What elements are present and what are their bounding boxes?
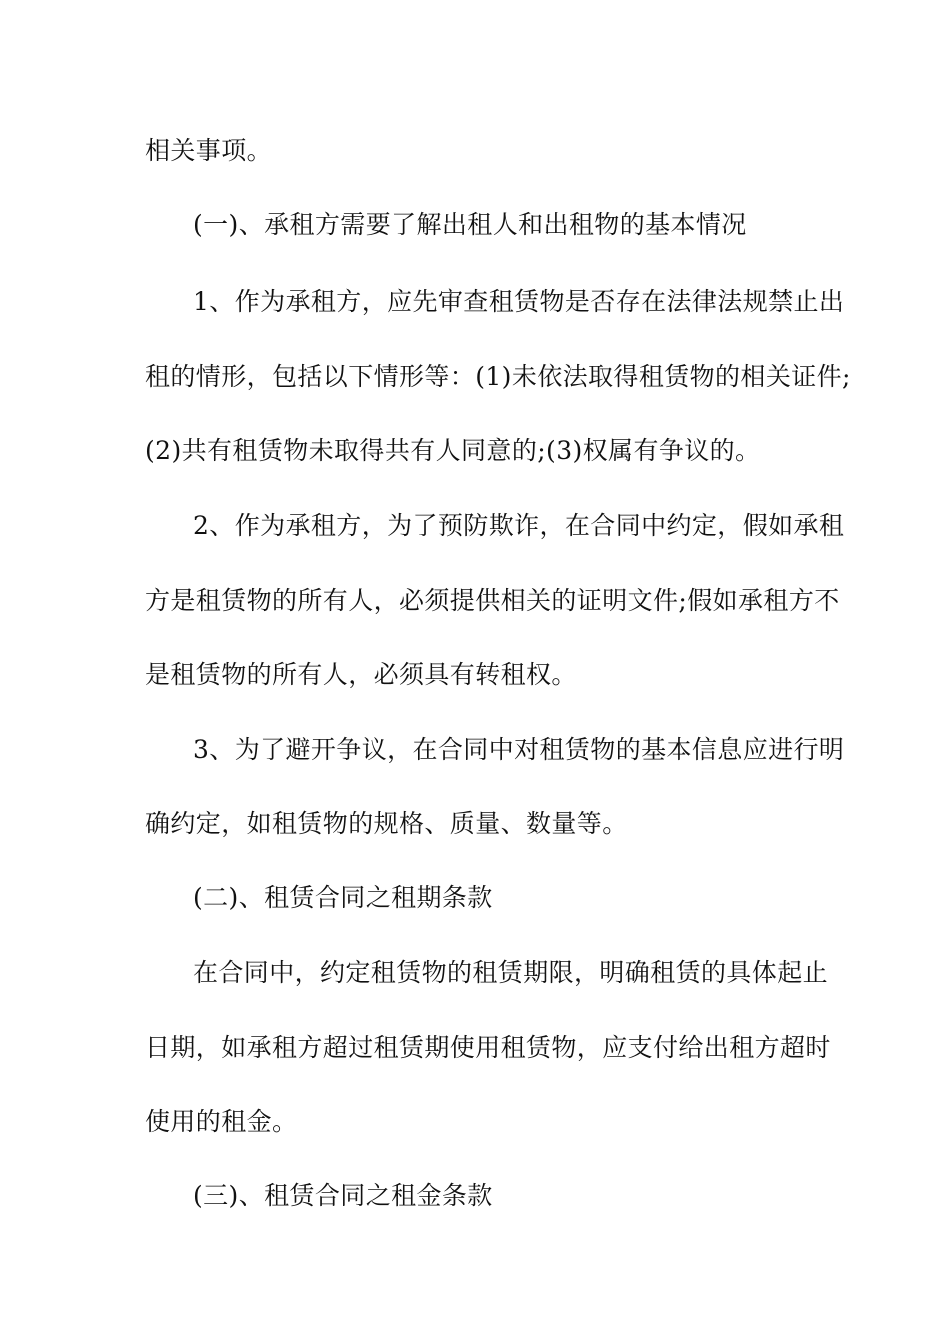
text-line: 是租赁物的所有人，必须具有转租权。 bbox=[145, 660, 577, 689]
text-line: 在合同中，约定租赁物的租赁期限，明确租赁的具体起止 bbox=[193, 958, 829, 987]
text-line: 3、为了避开争议，在合同中对租赁物的基本信息应进行明 bbox=[193, 735, 845, 764]
section-heading: (一)、承租方需要了解出租人和出租物的基本情况 bbox=[193, 210, 747, 239]
text-line: 1、作为承租方，应先审查租赁物是否存在法律法规禁止出 bbox=[193, 287, 845, 316]
text-line: 方是租赁物的所有人，必须提供相关的证明文件;假如承租方不 bbox=[145, 586, 840, 615]
text-line: 使用的租金。 bbox=[145, 1107, 298, 1136]
section-heading: (二)、租赁合同之租期条款 bbox=[193, 883, 493, 912]
section-heading: (三)、租赁合同之租金条款 bbox=[193, 1181, 493, 1210]
text-line: 确约定，如租赁物的规格、质量、数量等。 bbox=[145, 809, 628, 838]
text-line: 租的情形，包括以下情形等：(1)未依法取得租赁物的相关证件; bbox=[145, 362, 851, 391]
text-line: (2)共有租赁物未取得共有人同意的;(3)权属有争议的。 bbox=[145, 436, 761, 465]
text-line: 2、作为承租方，为了预防欺诈，在合同中约定，假如承租 bbox=[193, 511, 845, 540]
text-line: 日期，如承租方超过租赁期使用租赁物，应支付给出租方超时 bbox=[145, 1033, 831, 1062]
text-line: 相关事项。 bbox=[145, 136, 273, 165]
